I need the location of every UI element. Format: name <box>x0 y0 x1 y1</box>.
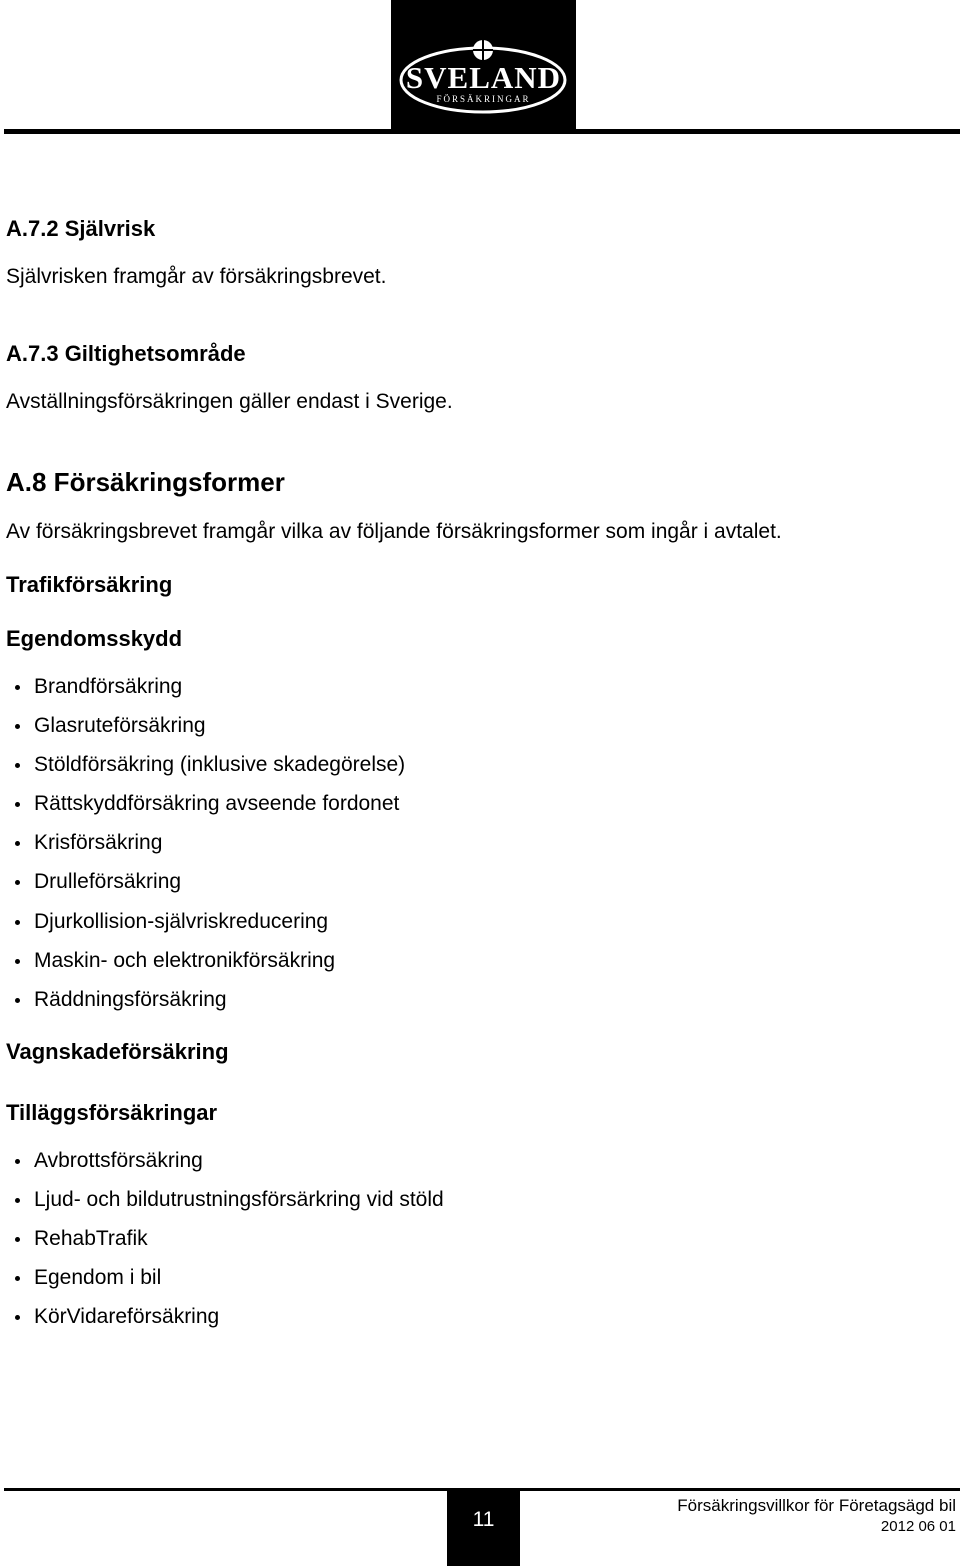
sveland-logo <box>391 0 576 132</box>
group-egendom: Egendomsskydd <box>6 626 183 651</box>
text-a73: Avställningsförsäkringen gäller endast i Sverige. <box>6 390 453 413</box>
list-item: Stöldförsäkring (inklusive skadegörelse) <box>6 745 405 784</box>
logo-wordmark: SVELAND <box>405 60 562 95</box>
heading-a72: A.7.2 Självrisk <box>6 216 156 241</box>
list-item: Avbrottsförsäkring <box>6 1141 444 1180</box>
group-trafik: Trafikförsäkring <box>6 572 173 597</box>
logo-subtitle: FÖRSÄKRINGAR <box>436 94 531 104</box>
group-tillagg: Tilläggsförsäkringar <box>6 1100 218 1125</box>
list-item: Rättskyddförsäkring avseende fordonet <box>6 784 405 823</box>
footer-doc-title: Försäkringsvillkor för Företagsägd bil <box>677 1496 956 1515</box>
list-item: Brandförsäkring <box>6 667 405 706</box>
egendom-list <box>6 667 405 1019</box>
text-a8: Av försäkringsbrevet framgår vilka av följande försäkringsformer som ingår i avtalet. <box>6 520 782 543</box>
group-vagnskade: Vagnskadeförsäkring <box>6 1039 229 1064</box>
text-a72: Självrisken framgår av försäkringsbrevet. <box>6 265 387 288</box>
heading-a8: A.8 Försäkringsformer <box>6 467 285 497</box>
tillagg-list <box>6 1141 444 1336</box>
list-item: Maskin- och elektronikförsäkring <box>6 941 405 980</box>
list-item: Räddningsförsäkring <box>6 980 405 1019</box>
list-item: RehabTrafik <box>6 1219 444 1258</box>
list-item: Krisförsäkring <box>6 823 405 862</box>
list-item: Djurkollision-självriskreducering <box>6 902 405 941</box>
list-item: Ljud- och bildutrustningsförsärkring vid stöld <box>6 1180 444 1219</box>
list-item: Egendom i bil <box>6 1258 444 1297</box>
heading-a73: A.7.3 Giltighetsområde <box>6 341 246 366</box>
page-number: 11 <box>472 1508 495 1531</box>
list-item: KörVidareförsäkring <box>6 1297 444 1336</box>
footer-date: 2012 06 01 <box>880 1518 956 1535</box>
list-item: Glasruteförsäkring <box>6 706 405 745</box>
list-item: Drulleförsäkring <box>6 862 405 901</box>
